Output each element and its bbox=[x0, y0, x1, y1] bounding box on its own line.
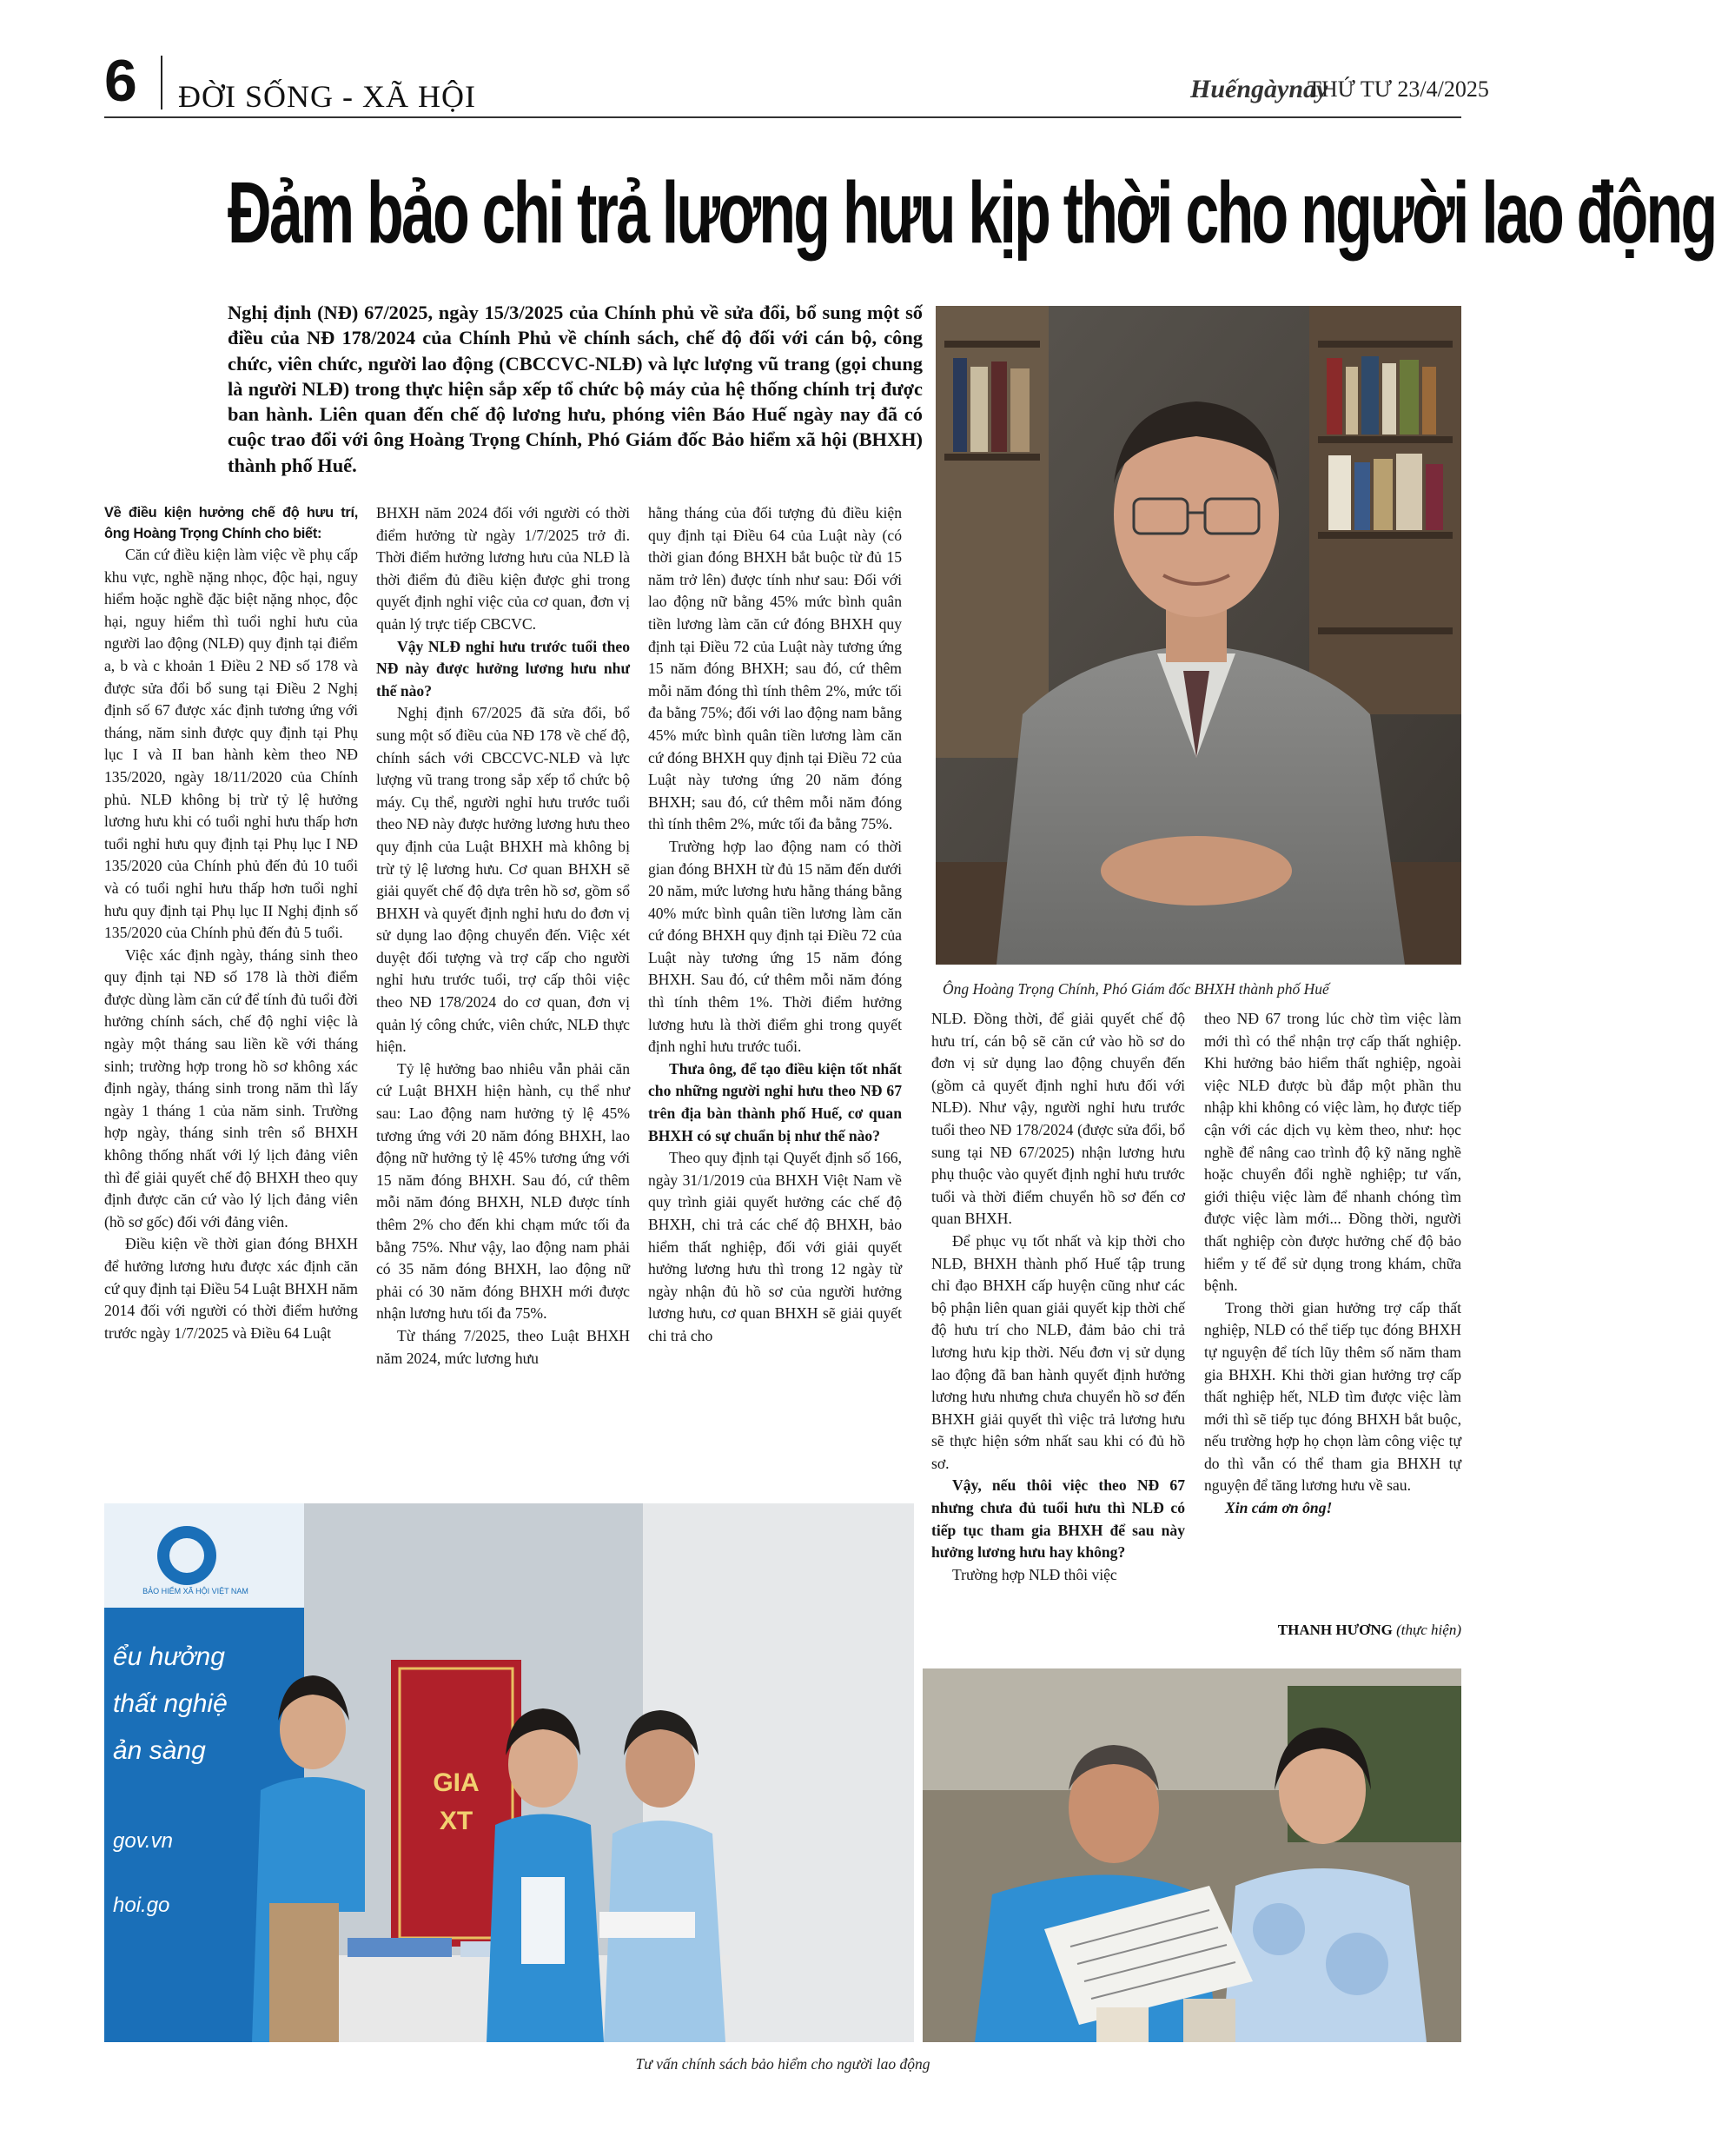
article-paragraph: Việc xác định ngày, tháng sinh theo quy định tại NĐ số 178 là thời điểm được dùng làm căn cứ để tính đủ tuổi đời hưởng chính sách, chế độ nghỉ việc là ngày một tháng sau liền kề với tháng sinh; trường hợp trong hồ sơ không xác định ngày, tháng sinh trong năm thì lấy ngày 1 tháng 1 của năm sinh. Trường hợp ngày, tháng sinh trên sổ BHXH không thống nhất với lý lịch đảng viên thì để giải quyết chế độ BHXH theo quy định được căn cứ vào lý lịch đảng viên (hồ sơ gốc) đối với đảng viên. bbox=[104, 945, 358, 1231]
banner-line: ản sàng bbox=[113, 1736, 206, 1765]
closing-remark: Xin cám ơn ông! bbox=[1225, 1499, 1333, 1517]
article-paragraph: Theo quy định tại Quyết định số 166, ngày 31/1/2019 của BHXH Việt Nam về quy trình giải quyết hưởng các chế độ BHXH, chi trả các chế độ BHXH, bảo hiểm thất nghiệp, đối với giải quyết hưởng lương hưu thì trong 12 ngày từ ngày nhận đủ hồ sơ của người hưởng lương hưu, cơ quan BHXH sẽ giải quyết chi trả cho bbox=[648, 1149, 902, 1344]
article-column-4 bbox=[931, 1008, 1185, 1586]
article-paragraph: Trường hợp lao động nam có thời gian đóng BHXH từ đủ 15 năm đến dưới 20 năm, mức lương hưu hằng tháng bằng 40% mức bình quân tiền lương làm căn cứ đóng BHXH quy định tại Điều 72 của Luật này tương ứng 15 năm đóng BHXH. Sau đó, cứ thêm mỗi năm đóng thì tính thêm 1%. Thời điểm hưởng lương hưu là thời điểm ghi trong quyết định nghỉ hưu trước tuổi. bbox=[648, 837, 902, 1056]
article-paragraph: Căn cứ điều kiện làm việc về phụ cấp khu vực, nghề nặng nhọc, độc hại, nguy hiểm hoặc nghề đặc biệt nặng nhọc, độc hại, nguy hiểm thì tuổi nghỉ hưu của người lao động (NLĐ) quy định tại điểm a, b và c khoản 1 Điều 2 NĐ số 178 và được sửa đổi bổ sung tại Điều 2 Nghị định số 67 được xác định tương ứng với tháng, năm sinh được quy định tại Phụ lục I và II ban hành kèm theo NĐ 135/2020, ngày 18/11/2020 của Chính phủ. NLĐ không bị trừ tỷ lệ hưởng lương hưu khi có tuổi nghỉ hưu thấp hơn tuổi nghỉ hưu quy định tại Phụ lục I NĐ 135/2020 của Chính phủ đến đủ 10 tuổi và có tuổi nghỉ hưu thấp hơn tuổi nghỉ hưu quy định tại Phụ lục II Nghị định số 135/2020 của Chính phủ đến đủ 5 tuổi. bbox=[104, 546, 358, 942]
article-column-2 bbox=[376, 502, 630, 1370]
article-paragraph: theo NĐ 67 trong lúc chờ tìm việc làm mới thì có thể nhận trợ cấp thất nghiệp. Khi hưởng bảo hiểm thất nghiệp, ngoài việc NLĐ được bù đắp một phần thu nhập khi không có việc làm, họ được tiếp cận với các dịch vụ kèm theo, như: học nghề để nâng cao trình độ kỹ năng nghề hoặc chuyển đổi nghề nghiệp; tư vấn, giới thiệu việc làm để nhanh chóng tìm được việc làm mới... Đồng thời, người thất nghiệp còn được hưởng chế độ bảo hiểm y tế để sử dụng trong khám, chữa bệnh. bbox=[1204, 1010, 1461, 1295]
booth-banner-text bbox=[113, 1634, 304, 1929]
banner-line: thất nghiệ bbox=[113, 1689, 228, 1718]
article-paragraph: Tỷ lệ hưởng bao nhiêu vẫn phải căn cứ Luật BHXH hiện hành, cụ thể như sau: Lao động nam hưởng tỷ lệ 45% tương ứng với 20 năm đóng BHXH, lao động nữ hưởng tỷ lệ 45% tương ứng với 15 năm đóng BHXH. Sau đó, cứ thêm mỗi năm đóng BHXH, NLĐ được tính thêm 2% cho đến khi chạm mức tối đa bằng 75%. Như vậy, lao động nam phải có 35 năm đóng BHXH, lao động nữ phải có 30 năm đóng BHXH mới được nhận lương hưu tối đa 75%. bbox=[376, 1059, 630, 1323]
banner-line: gov.vn bbox=[113, 1829, 173, 1853]
header-rule bbox=[104, 116, 1461, 118]
article-paragraph: Nghị định 67/2025 đã sửa đổi, bổ sung một số điều của NĐ 178 về chế độ, chính sách với CBCCVC-NLĐ và lực lượng vũ trang trong sắp xếp tổ chức bộ máy. Cụ thể, người nghỉ hưu trước tuổi theo NĐ này được hưởng lương hưu theo quy định của Luật BHXH mà không bị trừ tỷ lệ lương hưu. Cơ quan BHXH sẽ giải quyết chế độ dựa trên hồ sơ, gồm sổ BHXH và quyết định nghỉ hưu do đơn vị sử dụng lao động chuyển đến. Việc xét duyệt đối tượng và trợ cấp cho người nghỉ hưu trước tuổi, trợ cấp thôi việc theo NĐ 178/2024 do cơ quan, đơn vị quản lý công chức, viên chức, NLĐ thực hiện. bbox=[376, 704, 630, 1056]
bhxh-badge-text: BẢO HIỂM XÃ HỘI VIỆT NAM bbox=[142, 1587, 248, 1595]
banner-line: hoi.go bbox=[113, 1894, 170, 1917]
portrait-caption: Ông Hoàng Trọng Chính, Phó Giám đốc BHXH thành phố Huế bbox=[943, 980, 1329, 998]
byline-author: THANH HƯƠNG bbox=[1277, 1622, 1393, 1638]
bottom-caption: Tư vấn chính sách bảo hiểm cho người lao động bbox=[635, 2055, 930, 2073]
interview-question: Vậy NLĐ nghỉ hưu trước tuổi theo NĐ này được hưởng lương hưu như thế nào? bbox=[376, 637, 630, 700]
sign-line: GIA bbox=[433, 1768, 480, 1797]
article-column-1 bbox=[104, 502, 358, 1344]
consulting-photo bbox=[923, 1668, 1461, 2042]
portrait-photo bbox=[936, 306, 1461, 965]
banner-line: ểu hưởng bbox=[113, 1642, 225, 1671]
sign-line: XT bbox=[439, 1807, 473, 1835]
article-headline: Đảm bảo chi trả lương hưu kịp thời cho người lao động bbox=[228, 164, 1715, 262]
interview-question: Vậy, nếu thôi việc theo NĐ 67 nhưng chưa đủ tuổi hưu thì NLĐ có tiếp tục tham gia BHXH để sau này hưởng lương hưu hay không? bbox=[931, 1476, 1185, 1562]
publication-date: THỨ TƯ 23/4/2025 bbox=[1308, 76, 1489, 102]
byline-note: (thực hiện) bbox=[1396, 1622, 1461, 1638]
article-paragraph: Điều kiện về thời gian đóng BHXH để hưởng lương hưu được xác định căn cứ quy định tại Điều 54 Luật BHXH năm 2014 đối với người có thời điểm hưởng trước ngày 1/7/2025 và Điều 64 Luật bbox=[104, 1235, 358, 1342]
interview-question: Thưa ông, để tạo điều kiện tốt nhất cho những người nghỉ hưu theo NĐ 67 trên địa bàn thành phố Huế, cơ quan BHXH có sự chuẩn bị như thế nào? bbox=[648, 1059, 902, 1144]
article-paragraph: Trường hợp NLĐ thôi việc bbox=[952, 1565, 1117, 1583]
masthead-logo: Huếngàynay bbox=[1190, 75, 1328, 103]
article-column-5 bbox=[1204, 1008, 1461, 1520]
page-number: 6 bbox=[104, 48, 137, 114]
byline bbox=[1204, 1622, 1461, 1639]
section-title: ĐỜI SỐNG - XÃ HỘI bbox=[178, 79, 476, 114]
article-column-3 bbox=[648, 502, 902, 1348]
article-paragraph: hằng tháng của đối tượng đủ điều kiện quy định tại Điều 64 của Luật này (có thời gian đóng BHXH bắt buộc từ đủ 15 năm trở lên) được tính như sau: Đối với lao động nữ bằng 45% mức bình quân tiền lương làm căn cứ đóng BHXH quy định tại Điều 72 của Luật này tương ứng 15 năm đóng BHXH; sau đó, cứ thêm mỗi năm đóng thì tính thêm 2%, mức tối đa bằng 75%; đối với lao động nam bằng 45% mức bình quân tiền lương làm căn cứ đóng BHXH quy định tại Điều 72 của Luật này tương ứng 20 năm đóng BHXH; sau đó, cứ thêm mỗi năm đóng thì tính thêm 2%, mức tối đa bằng 75%. bbox=[648, 504, 902, 833]
header-divider bbox=[161, 56, 162, 109]
article-lead: Nghị định (NĐ) 67/2025, ngày 15/3/2025 của Chính phủ về sửa đổi, bổ sung một số điều của NĐ 178/2024 của Chính Phủ về chính sách, chế độ đối với cán bộ, công chức, viên chức, người lao động (CBCCVC-NLĐ) và lực lượng vũ trang (gọi chung là người NLĐ) trong thực hiện sắp xếp tổ chức bộ máy của hệ thống chính trị được ban hành. Liên quan đến chế độ lương hưu, phóng viên Báo Huế ngày nay đã có cuộc trao đổi với ông Hoàng Trọng Chính, Phó Giám đốc Bảo hiểm xã hội (BHXH) thành phố Huế. bbox=[228, 302, 923, 476]
article-paragraph: NLĐ. Đồng thời, để giải quyết chế độ hưu trí, cán bộ sẽ căn cứ vào hồ sơ do đơn vị sử dụng lao động chuyển đến (gồm cả quyết định nghỉ hưu đối với NLĐ). Như vậy, người nghỉ hưu trước tuổi theo NĐ 178/2024 (được sửa đổi, bổ sung tại NĐ 67/2025) nhận lương hưu phụ thuộc vào quyết định nghỉ hưu trước tuổi và thời điểm chuyển hồ sơ đến cơ quan BHXH. bbox=[931, 1010, 1185, 1228]
article-paragraph: Trong thời gian hưởng trợ cấp thất nghiệp, NLĐ có thể tiếp tục đóng BHXH tự nguyện để tích lũy thêm số năm tham gia BHXH. Khi thời gian hưởng trợ cấp thất nghiệp hết, NLĐ tìm được việc làm mới thì sẽ tiếp tục đóng BHXH bắt buộc, nếu trường hợp họ chọn làm công việc tự do thì vẫn có thể tham gia BHXH tự nguyện để tăng lương hưu về sau. bbox=[1204, 1298, 1461, 1495]
article-paragraph: BHXH năm 2024 đối với người có thời điểm hưởng từ ngày 1/7/2025 trở đi. Thời điểm hưởng lương hưu của NLĐ là thời điểm đủ điều kiện được ghi trong quyết định nghỉ việc của cơ quan, đơn vị quản lý trực tiếp CBCVC. bbox=[376, 504, 630, 633]
column-subheading: Về điều kiện hưởng chế độ hưu trí, ông Hoàng Trọng Chính cho biết: bbox=[104, 505, 358, 541]
article-paragraph: Từ tháng 7/2025, theo Luật BHXH năm 2024, mức lương hưu bbox=[376, 1326, 630, 1367]
booth-photo bbox=[104, 1503, 914, 2042]
booth-sign-text bbox=[404, 1764, 508, 1841]
article-paragraph: Để phục vụ tốt nhất và kịp thời cho NLĐ, BHXH thành phố Huế tập trung chỉ đạo BHXH cấp huyện cũng như các bộ phận liên quan giải quyết kịp thời chế độ hưu trí cho NLĐ, đảm bảo chi trả lương hưu kịp thời. Nếu đơn vị sử dụng lao động đã ban hành quyết định hưởng lương hưu nhưng chưa chuyển hồ sơ đến BHXH giải quyết thì việc trả lương hưu sẽ thực hiện sớm nhất sau khi có đủ hồ sơ. bbox=[931, 1231, 1185, 1472]
